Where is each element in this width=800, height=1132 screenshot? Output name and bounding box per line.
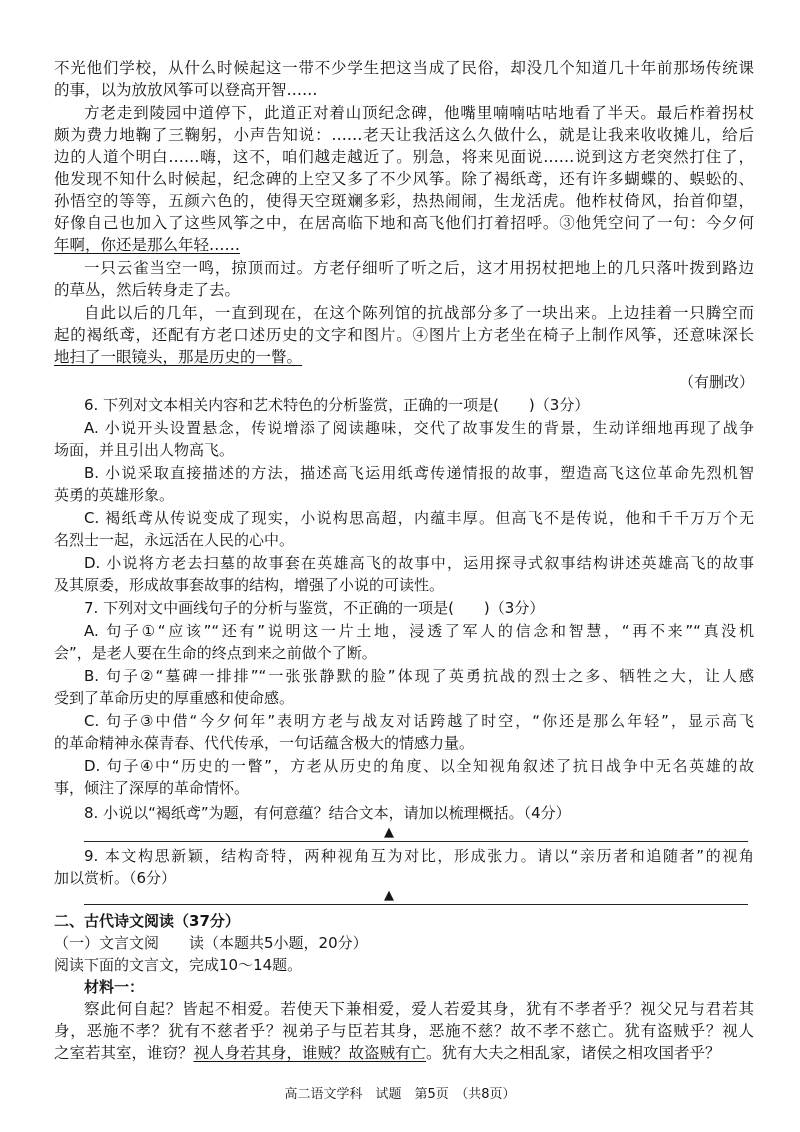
story-line-6: 他发现不知什么时候起，纪念碑的上空又多了不少风筝。除了褐纸鸢，还有许多蝴蝶的、蜈蚣的、 xyxy=(54,170,754,188)
q6-option-a: A. 小说开头设置悬念，传说增添了阅读趣味，交代了故事发生的背景，生动详细地再现了战争 xyxy=(84,419,754,437)
q9-answer-marker-icon: ▲ xyxy=(384,888,394,903)
story-line-14-underlined-4: 地扫了一眼镜头，那是历史的一瞥。 xyxy=(54,348,303,366)
q6-option-d: D. 小说将方老去扫墓的故事套在英雄高飞的故事中，运用探寻式叙事结构讲述英雄高飞的故事 xyxy=(84,554,754,572)
q6-option-d-cont: 及其原委，形成故事套故事的结构，增强了小说的可读性。 xyxy=(54,576,445,594)
story-line-11: 的草丛，然后转身走了去。 xyxy=(54,281,241,299)
q6-option-b-cont: 英勇的英雄形象。 xyxy=(54,486,175,504)
story-line-10: 一只云雀当空一鸣，掠顶而过。方老仔细听了听之后，这才用拐杖把地上的几只落叶拨到路边 xyxy=(84,259,754,277)
classical-text-line-3 xyxy=(54,1043,754,1063)
section-2-title: 二、古代诗文阅读（37分） xyxy=(54,912,240,930)
story-line-4: 颇为费力地鞠了三鞠躬，小声告知说：……老天让我活这么久做什么，就是让我来收收摊儿，给后 xyxy=(54,126,754,144)
page-footer: 高二语文学科 试题 第5页 （共8页） xyxy=(284,1087,516,1102)
q8-answer-line[interactable] xyxy=(84,841,748,842)
q7-option-d: D. 句子④中“历史的一瞥”，方老从历史的角度、以全知视角叙述了抗日战争中无名英雄的故 xyxy=(84,757,754,775)
q8-answer-marker-icon: ▲ xyxy=(384,825,394,840)
story-line-9-underlined-3: 年啊，你还是那么年轻…… xyxy=(54,236,241,254)
q9-stem: 9. 本文构思新颖，结构奇特，两种视角互为对比，形成张力。请以“亲历者和追随者”的视角 xyxy=(84,847,754,865)
q6-option-c-cont: 名烈士一起，永远活在人民的心中。 xyxy=(54,531,295,549)
story-line-13-underlined-4: 起的褐纸鸢，还配有方老口述历史的文字和图片。④图片上方老坐在椅子上制作风筝，还意味深长 xyxy=(54,326,754,344)
q7-stem: 7. 下列对文中画线句子的分析与鉴赏，不正确的一项是( )（3分） xyxy=(84,599,545,617)
story-line-1: 不光他们学校，从什么时候起这一带不少学生把这当成了民俗，却没几个知道几十年前那场传统课 xyxy=(54,59,754,77)
q7-option-c: C. 句子③中借“今夕何年”表明方老与战友对话跨越了时空，“你还是那么年轻”，显示高飞 xyxy=(84,712,754,730)
story-line-12: 自此以后的几年，一直到现在，在这个陈列馆的抗战部分多了一块出来。上边挂着一只腾空而 xyxy=(84,304,754,322)
classical-text-line-2: 身，恶施不孝？犹有不慈者乎？视弟子与臣若其身，恶施不慈？故不孝不慈亡。犹有盗贼乎？视人 xyxy=(54,1022,754,1040)
q7-option-b: B. 句子②“墓碑一排排”“一张张静默的脸”体现了英勇抗战的烈士之多、牺牲之大，让人感 xyxy=(84,667,754,685)
q9-stem-cont: 加以赏析。（6分） xyxy=(54,869,177,887)
story-line-7: 孙悟空的等等，五颜六色的，使得天空斑斓多彩，热热闹闹，生龙活虎。他柞杖倚风，抬首仰望， xyxy=(54,192,754,210)
q8-stem: 8. 小说以“褐纸鸢”为题，有何意蕴？结合文本，请加以梳理概括。（4分） xyxy=(84,804,571,822)
section-2-instruction: 阅读下面的文言文，完成10～14题。 xyxy=(54,956,303,974)
q6-option-b: B. 小说采取直接描述的方法，描述高飞运用纸鸢传递情报的故事，塑造高飞这位革命先烈机智 xyxy=(84,464,754,482)
q7-option-d-cont: 事，倾注了深厚的革命情怀。 xyxy=(54,779,250,797)
q7-option-b-cont: 受到了革命历史的厚重感和使命感。 xyxy=(54,689,295,707)
q7-option-a: A. 句子①“应该”“还有”说明这一片土地，浸透了军人的信念和智慧，“再不来”“真没机 xyxy=(84,622,754,640)
classical-text-line-3-underlined: 视人身若其身，谁贼？故盗贼有亡 xyxy=(193,1044,427,1062)
story-line-8-underlined-3: 好像自己也加入了这些风筝之中，在居高临下地和高飞他们打着招呼。③他凭空问了一句：今夕何 xyxy=(54,214,754,232)
q6-stem: 6. 下列对文本相关内容和艺术特色的分析鉴赏，正确的一项是( )（3分） xyxy=(84,396,590,414)
q7-option-c-cont: 的革命精神永葆青春、代代传承，一句话蕴含极大的情感力量。 xyxy=(54,734,475,752)
classical-text-line-3-a: 之室若其室，谁窃？ xyxy=(54,1044,194,1062)
q7-option-a-cont: 会”，是老人要在生命的终点到来之前做个了断。 xyxy=(54,644,377,662)
section-2-subtitle: （一）文言文阅 读（本题共5小题，20分） xyxy=(54,934,368,952)
q9-answer-line[interactable] xyxy=(84,904,748,905)
material-1-label: 材料一： xyxy=(84,978,145,996)
abridged-note: （有删改） xyxy=(678,373,754,391)
story-line-3: 方老走到陵园中道停下，此道正对着山顶纪念碑，他嘴里喃喃咕咕地看了半天。最后柞着拐杖 xyxy=(84,104,754,122)
story-line-2: 的事，以为放放风筝可以登高开智…… xyxy=(54,81,318,99)
q6-option-a-cont: 场面，并且引出人物高飞。 xyxy=(54,441,235,459)
story-line-5: 边的人道个明白……嗨，这不，咱们越走越近了。别急，将来见面说……说到这方老突然打住了， xyxy=(54,148,754,166)
q6-option-c: C. 褐纸鸢从传说变成了现实，小说构思高超，内蕴丰厚。但高飞不是传说，他和千千万万个无 xyxy=(84,509,754,527)
classical-text-line-3-b: 。犹有大夫之相乱家，诸侯之相攻国者乎？ xyxy=(426,1044,721,1062)
classical-text-line-1: 察此何自起？皆起不相爱。若使天下兼相爱，爱人若爱其身，犹有不孝者乎？视父兄与君若其 xyxy=(84,1000,754,1018)
